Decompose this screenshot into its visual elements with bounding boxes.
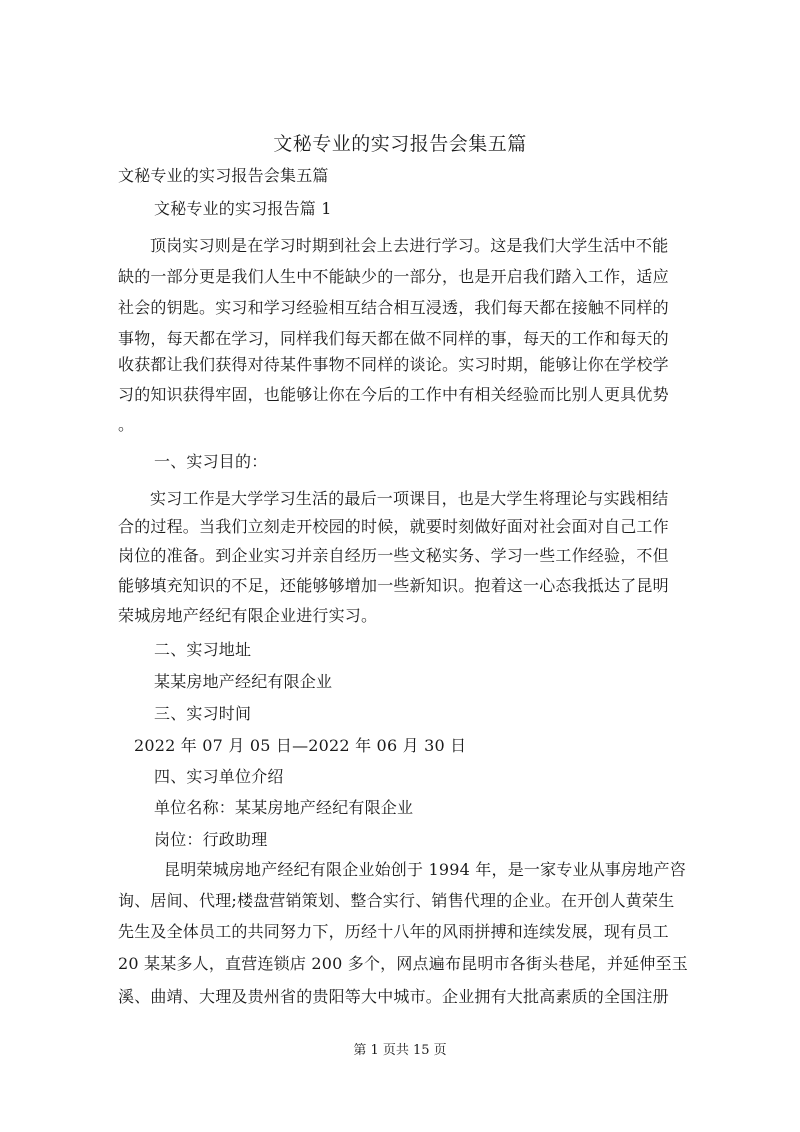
paragraph-line: 昆明荣城房地产经纪有限企业始创于 1994 年，是一家专业从事房地产咨 <box>164 860 686 879</box>
position-line: 岗位：行政助理 <box>154 830 268 849</box>
paragraph-line: 先生及全体员工的共同努力下，历经十八年的风雨拼搏和连续发展，现有员工 <box>118 922 669 941</box>
paragraph-line: 收获都让我们获得对待某件事物不同样的谈论。实习时期，能够让你在学校学 <box>118 355 669 374</box>
article-heading: 文秘专业的实习报告篇 1 <box>154 199 332 218</box>
paragraph-line: 溪、曲靖、大理及贵州省的贵阳等大中城市。企业拥有大批高素质的全国注册 <box>118 987 669 1006</box>
paragraph-line: 。 <box>118 415 135 434</box>
document-subtitle: 文秘专业的实习报告会集五篇 <box>118 166 329 185</box>
page-number-footer: 第 1 页共 15 页 <box>353 1043 447 1058</box>
section-1-heading: 一、实习目的： <box>154 452 268 471</box>
paragraph-line: 岗位的准备。到企业实习并亲自经历一些文秘实务、学习一些工作经验，不但 <box>118 546 669 565</box>
paragraph-line: 20 某某多人，直营连锁店 200 多个，网点遍布昆明市各街头巷尾，并延伸至玉 <box>118 954 688 973</box>
section-4-heading: 四、实习单位介绍 <box>154 767 284 786</box>
paragraph-line: 实习工作是大学学习生活的最后一项课目，也是大学生将理论与实践相结 <box>150 489 669 508</box>
paragraph-line: 事物，每天都在学习，同样我们每天都在做不同样的事，每天的工作和每天的 <box>118 329 669 348</box>
paragraph-line: 社会的钥匙。实习和学习经验相互结合相互浸透，我们每天都在接触不同样的 <box>118 298 669 317</box>
paragraph-line: 顶岗实习则是在学习时期到社会上去进行学习。这是我们大学生活中不能 <box>150 236 669 255</box>
section-2-heading: 二、实习地址 <box>154 640 252 659</box>
paragraph-line: 荣城房地产经纪有限企业进行实习。 <box>118 606 378 625</box>
unit-name: 单位名称：某某房地产经纪有限企业 <box>154 798 414 817</box>
section-3-heading: 三、实习时间 <box>154 704 252 723</box>
paragraph-line: 能够填充知识的不足，还能够够增加一些新知识。抱着这一心态我抵达了昆明 <box>118 576 669 595</box>
paragraph-line: 习的知识获得牢固，也能够让你在今后的工作中有相关经验而比别人更具优势 <box>118 385 669 404</box>
section-3-content: 2022 年 07 月 05 日—2022 年 06 月 30 日 <box>134 736 467 755</box>
paragraph-line: 询、居间、代理;楼盘营销策划、整合实行、销售代理的企业。在开创人黄荣生 <box>118 891 675 910</box>
paragraph-line: 合的过程。当我们立刻走开校园的时候，就要时刻做好面对社会面对自己工作 <box>118 517 669 536</box>
paragraph-line: 缺的一部分更是我们人生中不能缺少的一部分，也是开启我们踏入工作，适应 <box>118 267 669 286</box>
section-2-content: 某某房地产经纪有限企业 <box>154 672 333 691</box>
document-title: 文秘专业的实习报告会集五篇 <box>273 133 527 155</box>
